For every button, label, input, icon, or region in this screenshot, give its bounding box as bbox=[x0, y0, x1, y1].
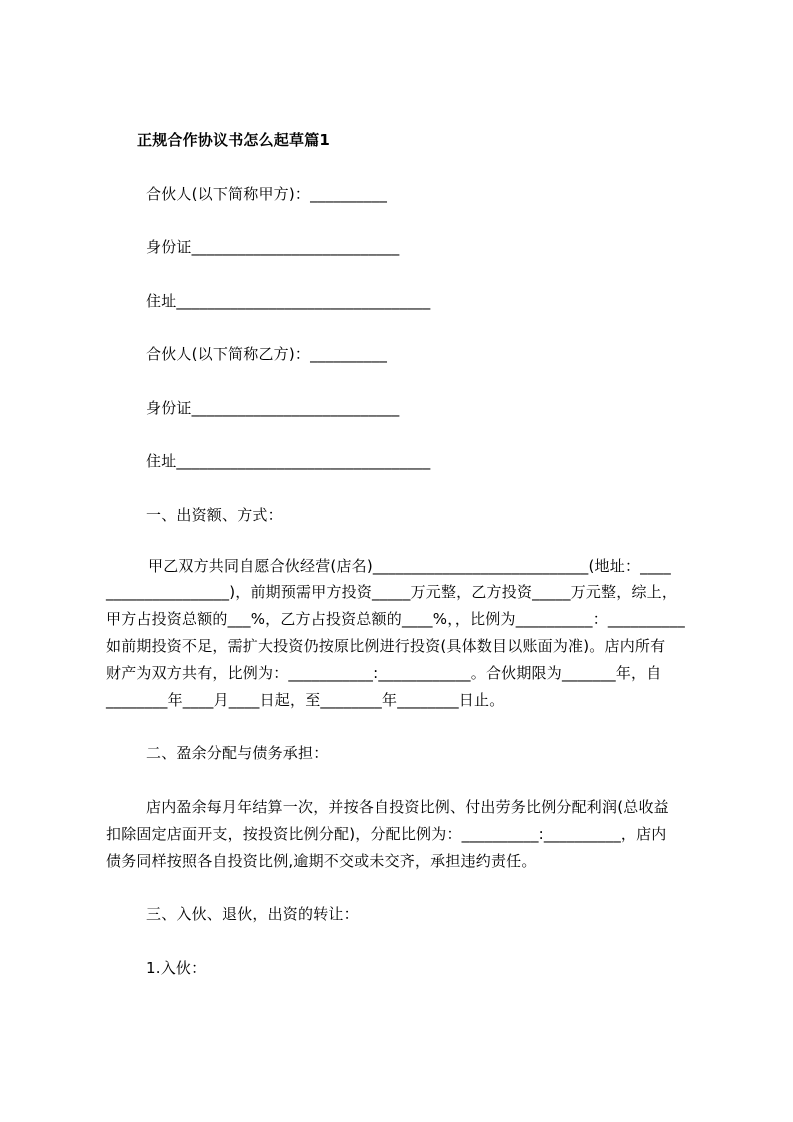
section1-paragraph-line: ________年____月____日起，至________年________日止。 bbox=[106, 691, 505, 709]
section1-heading: 一、出资额、方式： bbox=[146, 506, 283, 524]
party-a-id-field: 身份证___________________________ bbox=[146, 238, 400, 256]
party-b-address-field: 住址_________________________________ bbox=[146, 452, 431, 470]
party-b-name-field: 合伙人(以下简称乙方)：__________ bbox=[146, 345, 388, 363]
document-title: 正规合作协议书怎么起草篇1 bbox=[137, 131, 331, 149]
party-a-address-field: 住址_________________________________ bbox=[146, 292, 431, 310]
section2-paragraph-line: 扣除固定店面开支，按投资比例分配)，分配比例为：__________:__________，店内 bbox=[106, 825, 667, 843]
section1-paragraph-line: 甲方占投资总额的___%，乙方占投资总额的____%，，比例为__________：__________ bbox=[106, 610, 685, 628]
party-a-name-field: 合伙人(以下简称甲方)：__________ bbox=[146, 185, 388, 203]
section1-paragraph-line: 甲乙双方共同自愿合伙经营(店名)____________________________(地址：____ bbox=[148, 557, 671, 575]
section2-paragraph-line: 店内盈余每月年结算一次，并按各自投资比例、付出劳务比例分配利润(总收益 bbox=[146, 798, 669, 816]
section1-paragraph-line: ________________)，前期预需甲方投资_____万元整，乙方投资_____万元整，综上， bbox=[106, 583, 678, 601]
section2-heading: 二、盈余分配与债务承担： bbox=[146, 744, 329, 762]
section3-heading: 三、入伙、退伙，出资的转让： bbox=[146, 905, 359, 923]
section1-paragraph-line: 财产为双方共有，比例为：___________:____________。合伙期限为_______年，自 bbox=[106, 664, 662, 682]
section2-paragraph-line: 债务同样按照各自投资比例,逾期不交或未交齐，承担违约责任。 bbox=[106, 852, 537, 870]
section1-paragraph-line: 如前期投资不足，需扩大投资仍按原比例进行投资(具体数目以账面为准)。店内所有 bbox=[106, 637, 666, 655]
party-b-id-field: 身份证___________________________ bbox=[146, 399, 400, 417]
item1-heading: 1.入伙： bbox=[146, 959, 207, 977]
